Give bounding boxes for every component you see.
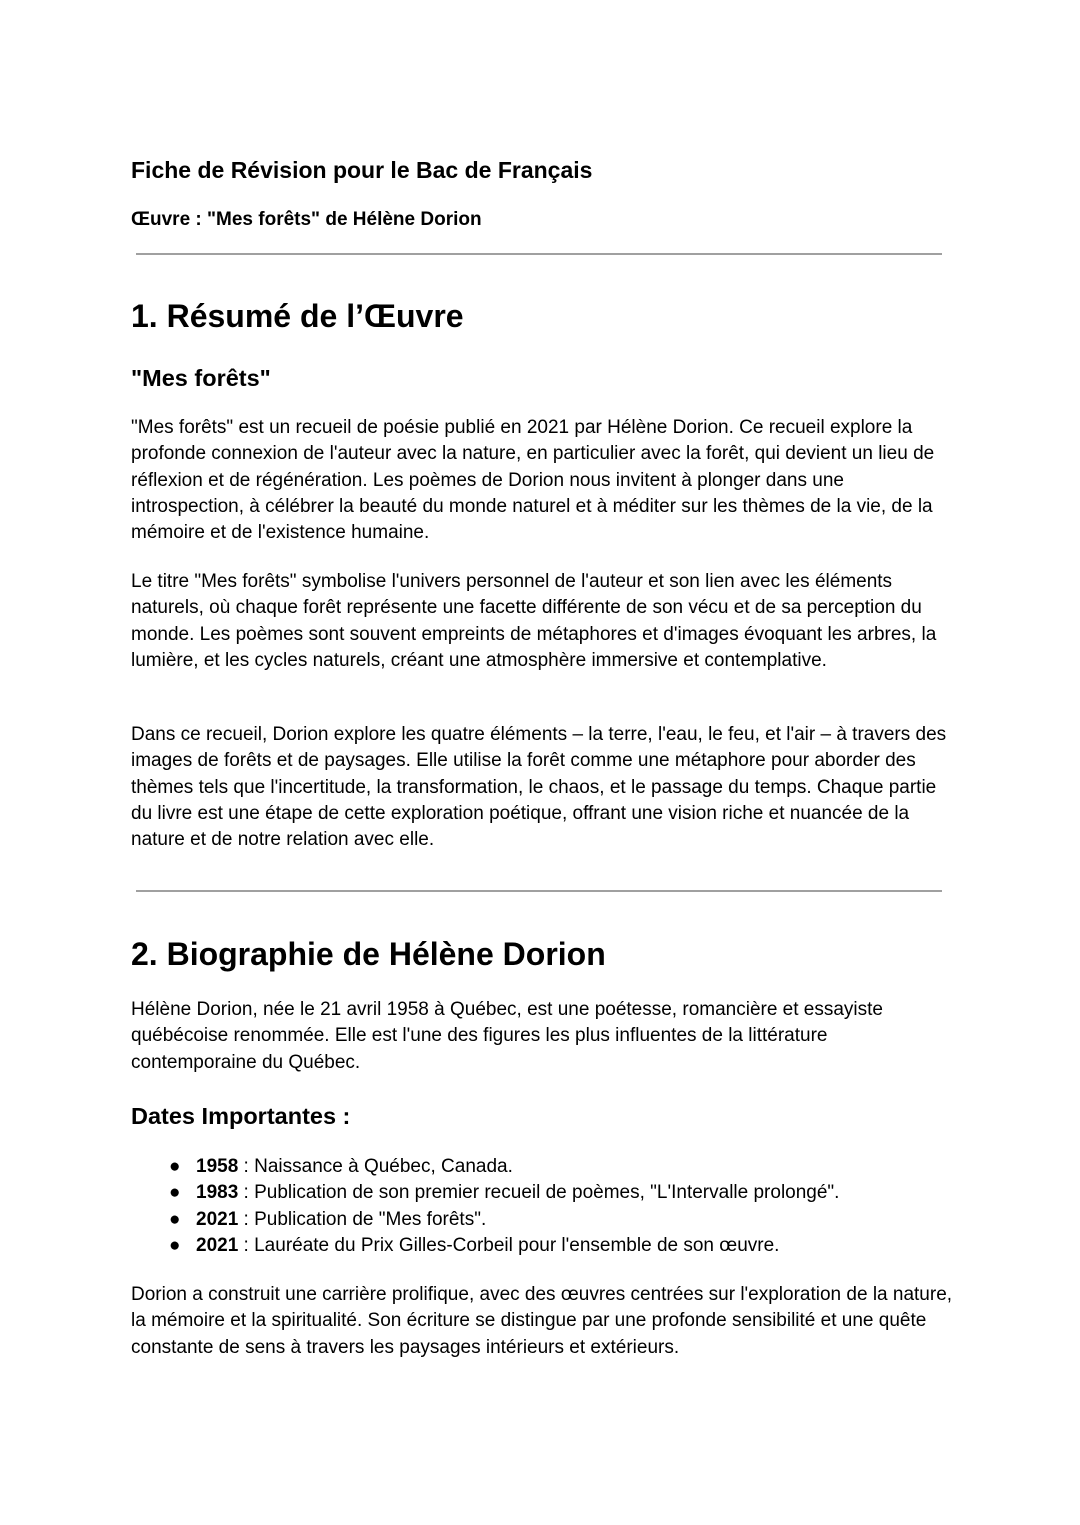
horizontal-rule — [136, 253, 942, 255]
paragraph: "Mes forêts" est un recueil de poésie publié en 2021 par Hélène Dorion. Ce recueil explore la profonde connexion de l'auteur avec la nature, en particulier avec la forêt, qui devient un lieu de réflexion et de régénération. Les poèmes de Dorion nous invitent à plonger dans une introspection, à célébrer la beauté du monde naturel et à méditer sur les thèmes de la vie, de la mémoire et de l'existence humaine. — [131, 417, 935, 544]
list-item: ● 1958 : Naissance à Québec, Canada. — [131, 1154, 953, 1180]
bullet-icon: ● — [169, 1156, 181, 1177]
document-title: Fiche de Révision pour le Bac de Français — [131, 157, 593, 183]
section-heading-resume: 1. Résumé de l’Œuvre — [131, 298, 464, 334]
list-item: ● 1983 : Publication de son premier recueil de poèmes, "L'Intervalle prolongé". — [131, 1180, 953, 1206]
subheading-mes-forets: "Mes forêts" — [131, 365, 271, 391]
paragraph: Le titre "Mes forêts" symbolise l'univers personnel de l'auteur et son lien avec les éléments naturels, où chaque forêt représente une facette différente de son vécu et de sa perception du monde. Les poèmes sont souvent empreints de métaphores et d'images évoquant les arbres, la lumière, et les cycles naturels, créant une atmosphère immersive et contemplative. — [131, 571, 937, 671]
list-item: ● 2021 : Publication de "Mes forêts". — [131, 1207, 953, 1233]
horizontal-rule — [136, 890, 942, 892]
section-heading-biographie: 2. Biographie de Hélène Dorion — [131, 936, 606, 972]
paragraph: Dans ce recueil, Dorion explore les quatre éléments – la terre, l'eau, le feu, et l'air – à travers des images de forêts et de paysages. Elle utilise la forêt comme une métaphore pour aborder des thèmes tels que l'incertitude, la transformation, le chaos, et le passage du temps. Chaque partie du livre est une étape de cette exploration poétique, offrant une vision riche et nuancée de la nature et de notre relation avec elle. — [131, 724, 947, 851]
list-item: ● 2021 : Lauréate du Prix Gilles-Corbeil pour l'ensemble de son œuvre. — [131, 1233, 953, 1259]
paragraph: Dorion a construit une carrière prolifique, avec des œuvres centrées sur l'exploration de la nature, la mémoire et la spiritualité. Son écriture se distingue par une profonde sensibilité et une quête constante de sens à travers les paysages intérieurs et extérieurs. — [131, 1284, 953, 1358]
dates-heading: Dates Importantes : — [131, 1103, 351, 1129]
document-subtitle: Œuvre : "Mes forêts" de Hélène Dorion — [131, 209, 482, 230]
dates-list — [131, 1154, 953, 1259]
bullet-icon: ● — [169, 1208, 181, 1230]
bullet-icon: ● — [169, 1234, 181, 1256]
bullet-icon: ● — [169, 1182, 181, 1204]
paragraph: Hélène Dorion, née le 21 avril 1958 à Québec, est une poétesse, romancière et essayiste québécoise renommée. Elle est l'une des figures les plus influentes de la littérature contemporaine du Québec. — [131, 999, 884, 1073]
